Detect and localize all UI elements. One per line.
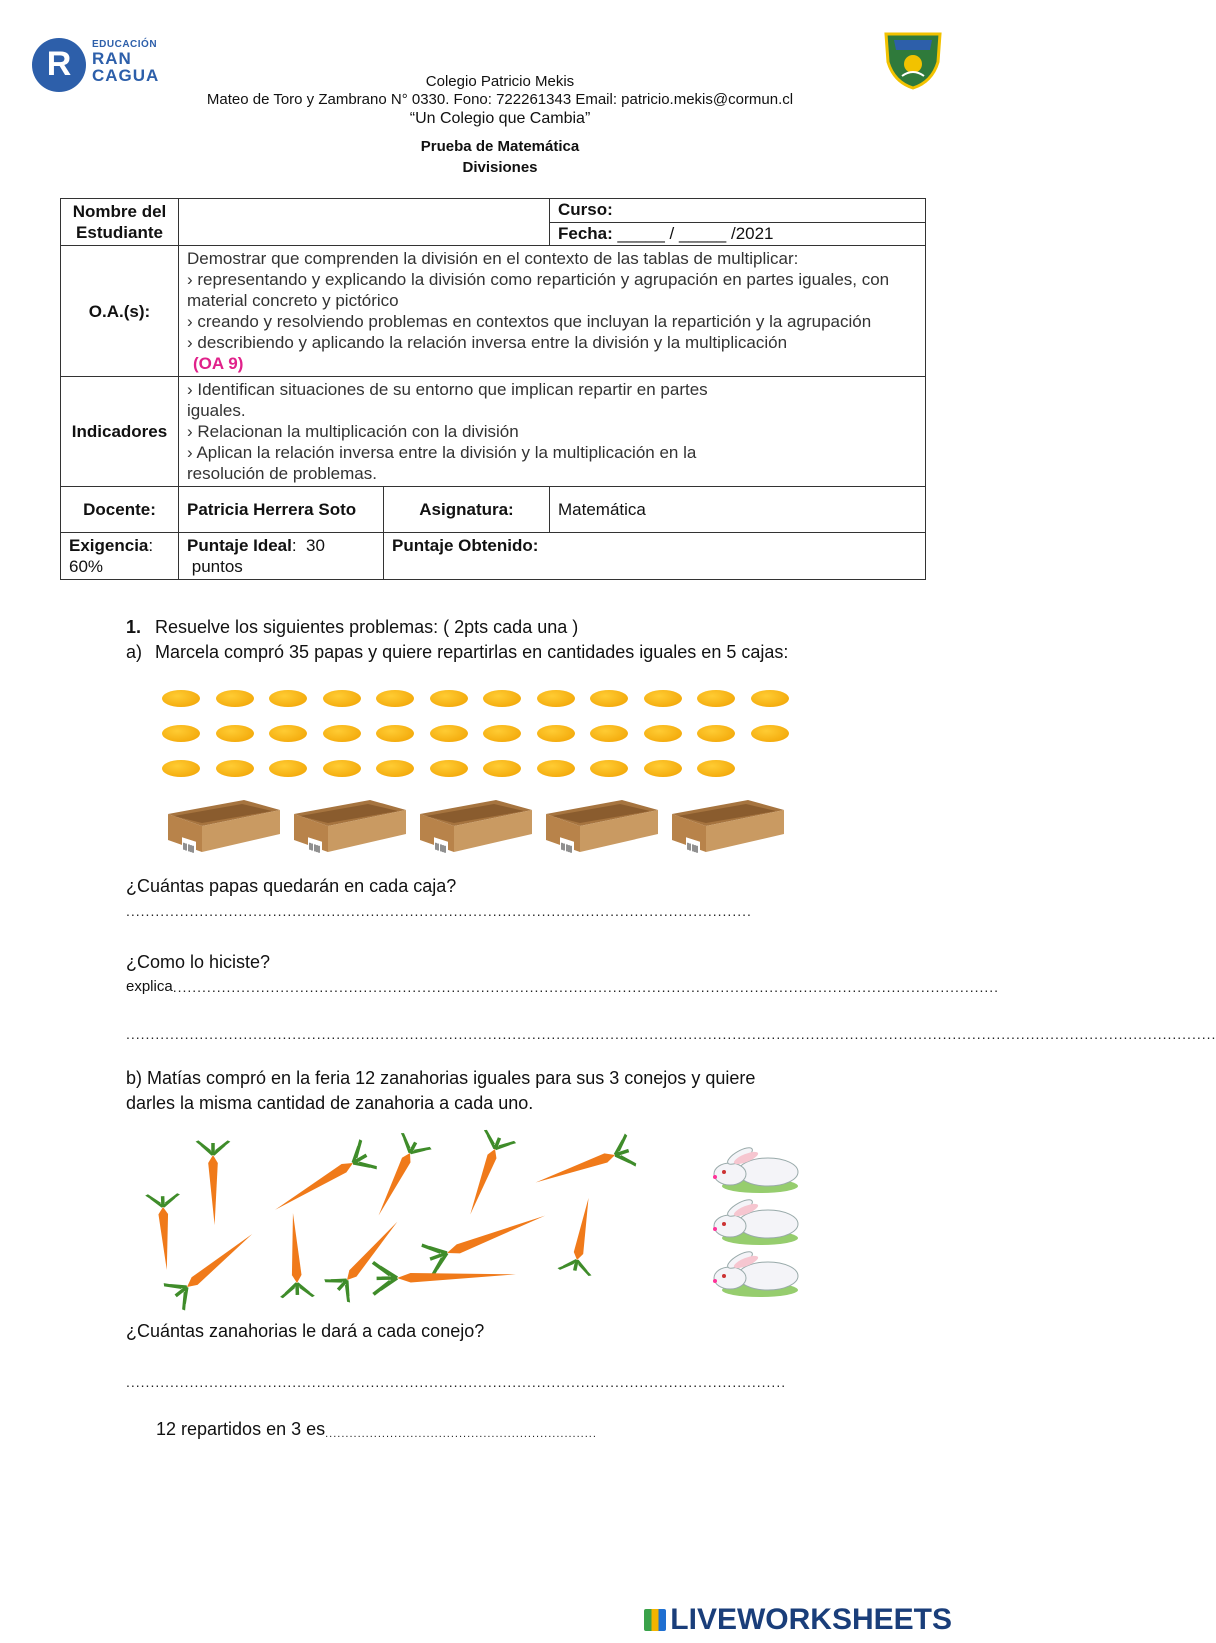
question-number: 1. — [126, 617, 142, 637]
potato — [430, 690, 468, 707]
liveworksheets-footer — [644, 1603, 952, 1637]
potato — [590, 725, 628, 742]
student-name-field[interactable] — [179, 199, 550, 246]
carrot — [279, 1212, 314, 1297]
potato — [216, 760, 254, 777]
oa-line: › describiendo y aplicando la relación inversa entre la división y la multiplicación — [187, 333, 788, 352]
logo-big-text-2: CAGUA — [92, 66, 160, 85]
subject-value: Matemática — [550, 487, 926, 533]
explain-row[interactable]: explica......................................................................................................................................................................... — [126, 978, 1000, 995]
potato — [644, 690, 682, 707]
potato — [376, 725, 414, 742]
cardboard-box-icon — [292, 796, 408, 856]
cardboard-box-icon — [544, 796, 660, 856]
potato — [162, 725, 200, 742]
cardboard-box-icon — [166, 796, 282, 856]
obtained-score-label: Puntaje Obtenido: — [392, 536, 539, 555]
logo-small-text: EDUCACIÓN — [92, 39, 158, 50]
school-motto: “Un Colegio que Cambia” — [409, 110, 591, 127]
potato — [751, 725, 789, 742]
liveworksheets-icon — [644, 1609, 666, 1631]
carrot — [363, 1133, 431, 1222]
oa-line: › creando y resolviendo problemas en contextos que incluyan la repartición y la agrupación — [187, 312, 872, 331]
ideal-score-value: 30 — [306, 536, 325, 555]
potato — [590, 690, 628, 707]
test-subtitle: Divisiones — [462, 159, 538, 176]
teacher-value: Patricia Herrera Soto — [179, 487, 384, 533]
explain-label: explica — [126, 978, 173, 995]
carrot — [197, 1141, 229, 1225]
carrot — [422, 1202, 551, 1275]
section-instruction: Resuelve los siguientes problemas: ( 2pts cada una ) — [155, 617, 579, 637]
carrot — [147, 1194, 182, 1271]
potato — [216, 690, 254, 707]
potato — [269, 725, 307, 742]
test-title: Prueba de Matemática — [420, 138, 580, 155]
question-how-did-you: ¿Como lo hiciste? — [126, 952, 271, 972]
oa-label: O.A.(s): — [61, 246, 179, 377]
answer-line-1[interactable]: ................................................................................................................................ — [126, 903, 752, 919]
rabbits-illustration — [700, 1140, 830, 1300]
date-label: Fecha: — [558, 223, 613, 243]
potato — [162, 760, 200, 777]
division-sentence: 12 repartidos en 3 es — [156, 1419, 326, 1439]
item-a-letter: a) — [126, 642, 143, 662]
potato — [644, 760, 682, 777]
potato — [697, 690, 735, 707]
exigencia-value: 60% — [69, 557, 104, 576]
oa-code: (OA 9) — [193, 354, 244, 373]
potato — [323, 725, 361, 742]
student-info-table: Nombre del Estudiante Curso: Fecha: _____ / _____ /2021 O.A.(s): Demostrar que comprenden la división en el contexto de las tablas de multiplicar: › representando y explicando la división como repartición y agrupación en partes iguales, con material concreto y pictórico › creando y resolviendo problemas en contextos que incluyan la repartición y la agrupación › describiendo y aplicando la relación inversa entre la división y la multiplicación (OA 9) Indicadores › Identifican situaciones de su entorno que implican repartir en partes iguales. › Relacionan la multiplicación con la división › Aplican la relación inversa entre la división y la multiplicación en la resolución de problemas. Docente: Patricia Herrera Soto Asignatura: Matemática Exigencia: 60% Puntaje Ideal: 30 puntos Puntaje Obtenido: — [60, 198, 926, 580]
potato — [644, 725, 682, 742]
item-b-text-2: darles la misma cantidad de zanahoria a cada uno. — [126, 1093, 534, 1113]
potato — [323, 760, 361, 777]
potato — [483, 725, 521, 742]
question-papas-per-box: ¿Cuántas papas quedarán en cada caja? — [126, 876, 457, 896]
cardboard-box-icon — [670, 796, 786, 856]
carrot — [266, 1140, 377, 1222]
carrot — [373, 1260, 516, 1294]
school-name: Colegio Patricio Mekis — [425, 73, 575, 90]
indicator-line: › Aplican la relación inversa entre la división y la multiplicación en la resolución de problemas. — [187, 443, 697, 483]
question-carrots-per-rabbit: ¿Cuántas zanahorias le dará a cada conejo? — [126, 1321, 485, 1341]
item-b-text-1: b) Matías compró en la feria 12 zanahorias iguales para sus 3 conejos y quiere — [126, 1068, 756, 1088]
carrot — [164, 1223, 263, 1310]
potato — [162, 690, 200, 707]
carrot — [325, 1212, 411, 1302]
potato — [751, 690, 789, 707]
answer-line-3[interactable]: ....................................................................................................................................... — [126, 1374, 787, 1390]
ideal-score-label: Puntaje Ideal — [187, 536, 292, 555]
date-field[interactable] — [550, 222, 926, 246]
course-label: Curso: — [558, 200, 613, 219]
indicators-label: Indicadores — [61, 377, 179, 487]
indicator-line: › Relacionan la multiplicación con la división — [187, 422, 519, 441]
carrot — [454, 1130, 515, 1220]
footer-brand: LIVEWORKSHEETS — [670, 1603, 952, 1636]
logo-letter: R — [32, 38, 86, 92]
potato — [269, 690, 307, 707]
carrot — [559, 1195, 606, 1276]
potato — [697, 725, 735, 742]
potato — [537, 760, 575, 777]
potato — [537, 725, 575, 742]
potato — [323, 690, 361, 707]
carrot — [530, 1135, 636, 1197]
potato — [376, 690, 414, 707]
potato — [537, 690, 575, 707]
date-value: _____ / _____ /2021 — [617, 223, 774, 243]
subject-label: Asignatura: — [384, 487, 550, 533]
obtained-score-field[interactable] — [384, 533, 926, 580]
indicator-line: › Identifican situaciones de su entorno que implican repartir en partes iguales. — [187, 380, 708, 420]
student-name-label: Nombre del Estudiante — [61, 199, 179, 246]
carrots-illustration — [135, 1135, 655, 1305]
teacher-label: Docente: — [61, 487, 179, 533]
potato — [216, 725, 254, 742]
potato — [430, 760, 468, 777]
school-address: Mateo de Toro y Zambrano N° 0330. Fono: 722261343 Email: patricio.mekis@cormun.cl — [206, 91, 794, 108]
potato — [483, 760, 521, 777]
oa-line: Demostrar que comprenden la división en el contexto de las tablas de multiplicar: — [187, 249, 799, 268]
answer-line-2[interactable]: ............................................................................................................................................................................................................................... — [126, 1026, 1216, 1042]
potato — [269, 760, 307, 777]
potato — [483, 690, 521, 707]
ideal-score-unit: puntos — [191, 557, 243, 576]
cardboard-box-icon — [418, 796, 534, 856]
item-a-text: Marcela compró 35 papas y quiere repartirlas en cantidades iguales en 5 cajas: — [155, 642, 789, 662]
oa-line: › representando y explicando la división como repartición y agrupación en partes iguales, con material concreto y pictórico — [187, 270, 890, 310]
potato — [376, 760, 414, 777]
logo-big-text-1: RAN — [92, 49, 132, 68]
potato — [590, 760, 628, 777]
exigencia-label: Exigencia — [69, 536, 149, 555]
division-sentence-row[interactable]: 12 repartidos en 3 es................................................................... — [156, 1419, 597, 1440]
course-field[interactable] — [550, 199, 926, 223]
potato — [430, 725, 468, 742]
potato — [697, 760, 735, 777]
